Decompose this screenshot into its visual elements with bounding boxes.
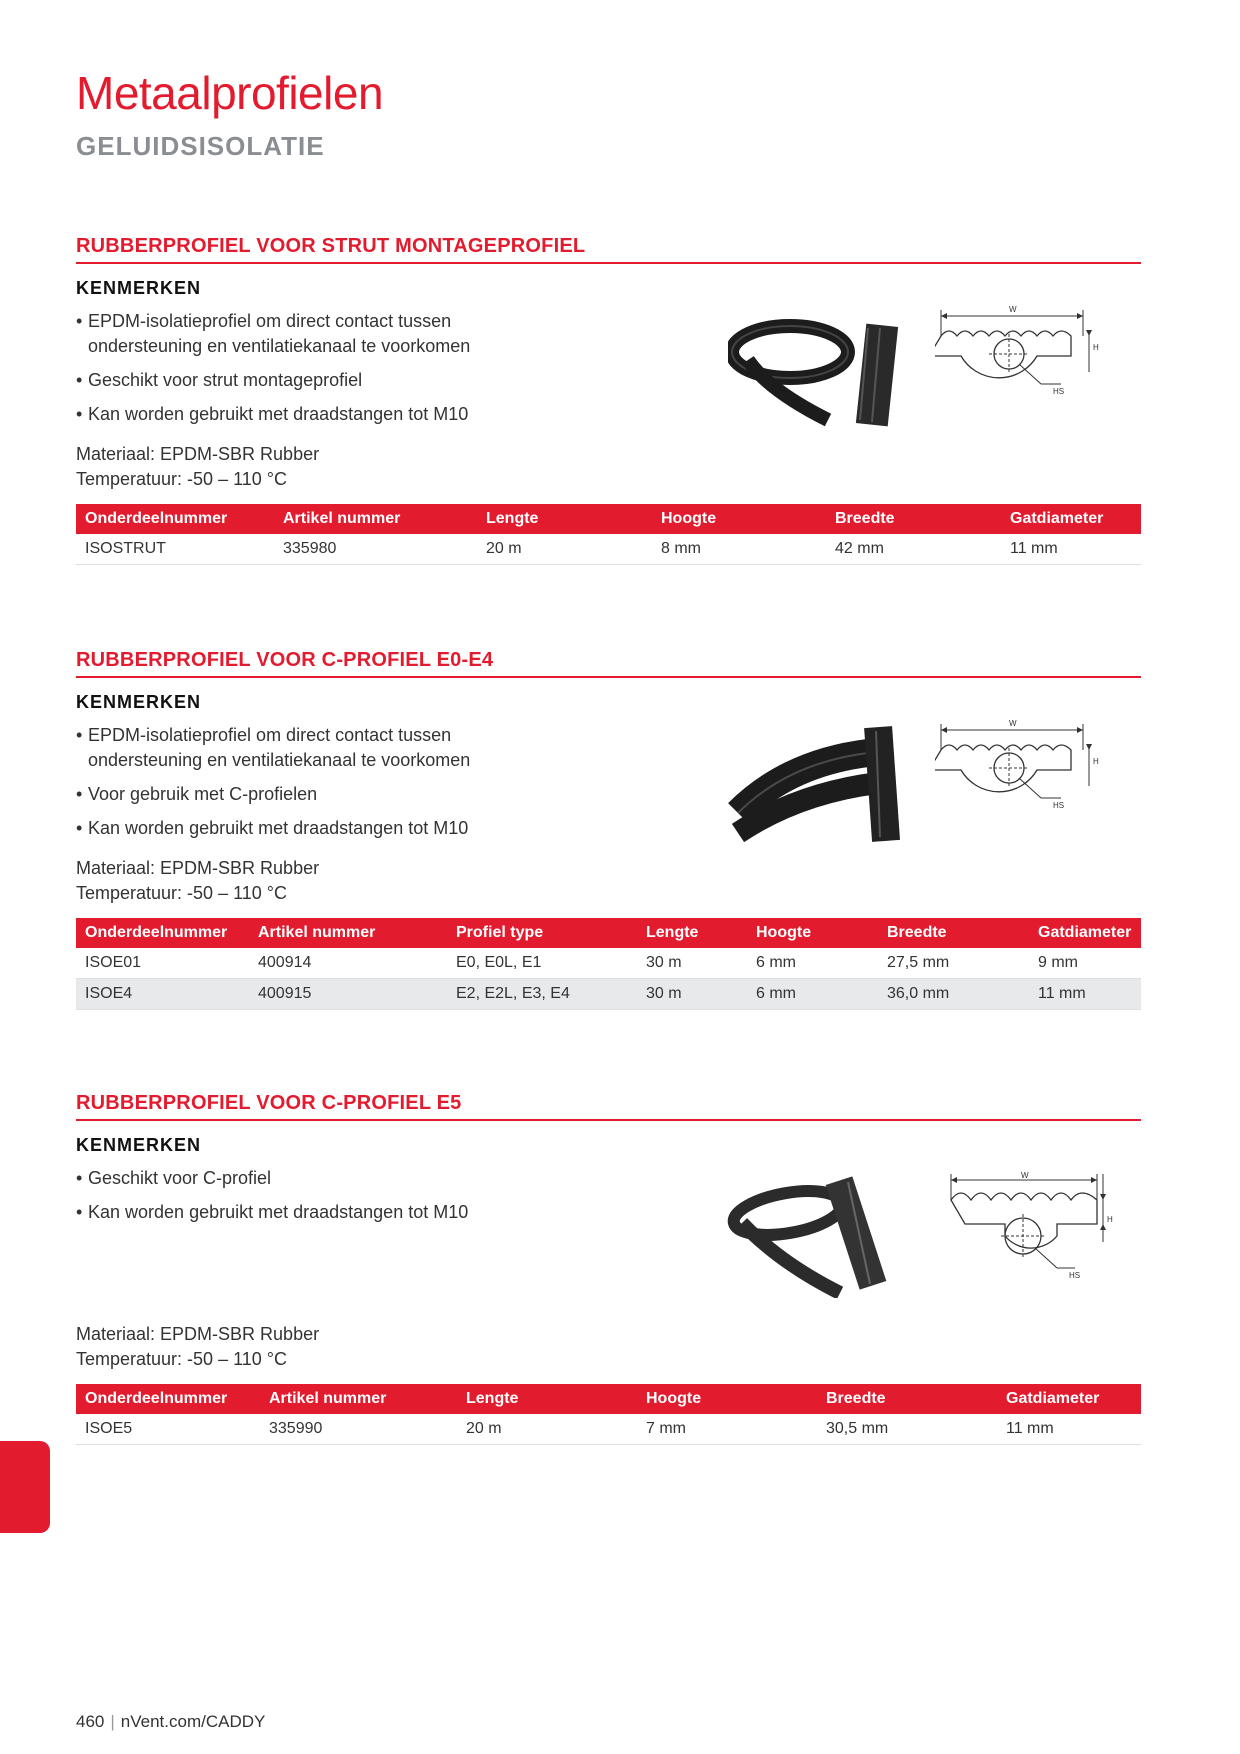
section-heading: RUBBERPROFIEL VOOR C-PROFIEL E0-E4 <box>76 649 1141 678</box>
col-header: Profiel type <box>447 918 637 948</box>
table-cell: 8 mm <box>652 534 826 565</box>
table-cell: 335990 <box>260 1414 457 1445</box>
section-heading: RUBBERPROFIEL VOOR STRUT MONTAGEPROFIEL <box>76 235 1141 264</box>
feature-list <box>76 309 516 427</box>
table-cell: 30 m <box>637 948 747 979</box>
temperature-text: Temperatuur: -50 – 110 °C <box>76 883 287 903</box>
feature-item: • Geschikt voor strut montageprofiel <box>76 368 516 393</box>
table-cell: E2, E2L, E3, E4 <box>447 979 637 1010</box>
temperature-text: Temperatuur: -50 – 110 °C <box>76 1349 287 1369</box>
table-cell: E0, E0L, E1 <box>447 948 637 979</box>
page-title: Metaalprofielen <box>76 67 384 119</box>
diagram-label-hs: HS <box>1069 1271 1081 1280</box>
diagram-label-w: W <box>1009 719 1017 728</box>
page-number: 460 <box>76 1712 105 1731</box>
col-header: Onderdeelnummer <box>76 918 249 948</box>
table-cell: 335980 <box>274 534 477 565</box>
col-header: Breedte <box>826 504 1001 534</box>
product-photo-strut <box>728 310 908 430</box>
profile-diagram-strut <box>935 302 1125 427</box>
footer-separator: | <box>110 1712 115 1731</box>
material-text: Materiaal: EPDM-SBR Rubber <box>76 858 320 878</box>
col-header: Hoogte <box>637 1384 817 1414</box>
diagram-label-h: H <box>1093 757 1099 766</box>
table-cell: 20 m <box>457 1414 637 1445</box>
feature-item: • EPDM-isolatieprofiel om direct contact tussen ondersteuning en ventilatiekanaal te voorkomen <box>76 309 516 359</box>
features-heading: KENMERKEN <box>76 1135 202 1155</box>
feature-item: • Kan worden gebruikt met draadstangen tot M10 <box>76 816 516 841</box>
page-footer <box>76 1712 265 1732</box>
col-header: Gatdiameter <box>1029 918 1141 948</box>
feature-list <box>76 1166 516 1225</box>
table-row <box>76 979 1141 1010</box>
product-table <box>76 1384 1141 1445</box>
table-cell: ISOSTRUT <box>76 534 274 565</box>
product-table <box>76 918 1141 1010</box>
diagram-label-h: H <box>1107 1215 1113 1224</box>
col-header: Onderdeelnummer <box>76 1384 260 1414</box>
table-row <box>76 534 1141 565</box>
diagram-label-h: H <box>1093 343 1099 352</box>
feature-item: • Geschikt voor C-profiel <box>76 1166 516 1191</box>
profile-diagram-e5 <box>945 1166 1135 1296</box>
col-header: Hoogte <box>747 918 878 948</box>
table-header-row <box>76 504 1141 534</box>
table-cell: 11 mm <box>1029 979 1141 1010</box>
table-cell: ISOE4 <box>76 979 249 1010</box>
table-cell: 7 mm <box>637 1414 817 1445</box>
temperature-text: Temperatuur: -50 – 110 °C <box>76 469 287 489</box>
table-cell: 9 mm <box>1029 948 1141 979</box>
feature-item: • EPDM-isolatieprofiel om direct contact tussen ondersteuning en ventilatiekanaal te voorkomen <box>76 723 516 773</box>
table-row <box>76 948 1141 979</box>
table-cell: 11 mm <box>997 1414 1141 1445</box>
table-cell: 11 mm <box>1001 534 1141 565</box>
table-header-row <box>76 918 1141 948</box>
col-header: Onderdeelnummer <box>76 504 274 534</box>
features-heading: KENMERKEN <box>76 692 202 712</box>
col-header: Lengte <box>477 504 652 534</box>
col-header: Lengte <box>637 918 747 948</box>
footer-url: nVent.com/CADDY <box>120 1712 266 1731</box>
table-cell: 20 m <box>477 534 652 565</box>
chapter-tab <box>0 1441 50 1533</box>
diagram-label-w: W <box>1009 305 1017 314</box>
table-cell: 6 mm <box>747 979 878 1010</box>
table-cell: 42 mm <box>826 534 1001 565</box>
col-header: Gatdiameter <box>997 1384 1141 1414</box>
section-heading: RUBBERPROFIEL VOOR C-PROFIEL E5 <box>76 1092 1141 1121</box>
col-header: Artikel nummer <box>249 918 447 948</box>
feature-list <box>76 723 516 841</box>
table-cell: 30,5 mm <box>817 1414 997 1445</box>
table-cell: 400914 <box>249 948 447 979</box>
table-cell: ISOE01 <box>76 948 249 979</box>
table-cell: 27,5 mm <box>878 948 1029 979</box>
feature-item: • Kan worden gebruikt met draadstangen tot M10 <box>76 1200 516 1225</box>
product-photo-c-profiel <box>728 723 908 853</box>
table-cell: 36,0 mm <box>878 979 1029 1010</box>
col-header: Artikel nummer <box>274 504 477 534</box>
table-cell: 30 m <box>637 979 747 1010</box>
material-text: Materiaal: EPDM-SBR Rubber <box>76 1324 320 1344</box>
col-header: Breedte <box>817 1384 997 1414</box>
features-heading: KENMERKEN <box>76 278 202 298</box>
table-cell: ISOE5 <box>76 1414 260 1445</box>
col-header: Gatdiameter <box>1001 504 1141 534</box>
col-header: Breedte <box>878 918 1029 948</box>
page-subtitle: GELUIDSISOLATIE <box>76 131 325 161</box>
feature-item: • Kan worden gebruikt met draadstangen tot M10 <box>76 402 516 427</box>
table-row <box>76 1414 1141 1445</box>
col-header: Artikel nummer <box>260 1384 457 1414</box>
diagram-label-hs: HS <box>1053 801 1065 810</box>
table-cell: 400915 <box>249 979 447 1010</box>
table-cell: 6 mm <box>747 948 878 979</box>
col-header: Lengte <box>457 1384 637 1414</box>
feature-item: • Voor gebruik met C-profielen <box>76 782 516 807</box>
col-header: Hoogte <box>652 504 826 534</box>
material-text: Materiaal: EPDM-SBR Rubber <box>76 444 320 464</box>
product-photo-e5 <box>720 1168 910 1298</box>
diagram-label-w: W <box>1021 1171 1029 1180</box>
table-header-row <box>76 1384 1141 1414</box>
product-table <box>76 504 1141 565</box>
profile-diagram-c-profiel <box>935 716 1125 841</box>
diagram-label-hs: HS <box>1053 387 1065 396</box>
